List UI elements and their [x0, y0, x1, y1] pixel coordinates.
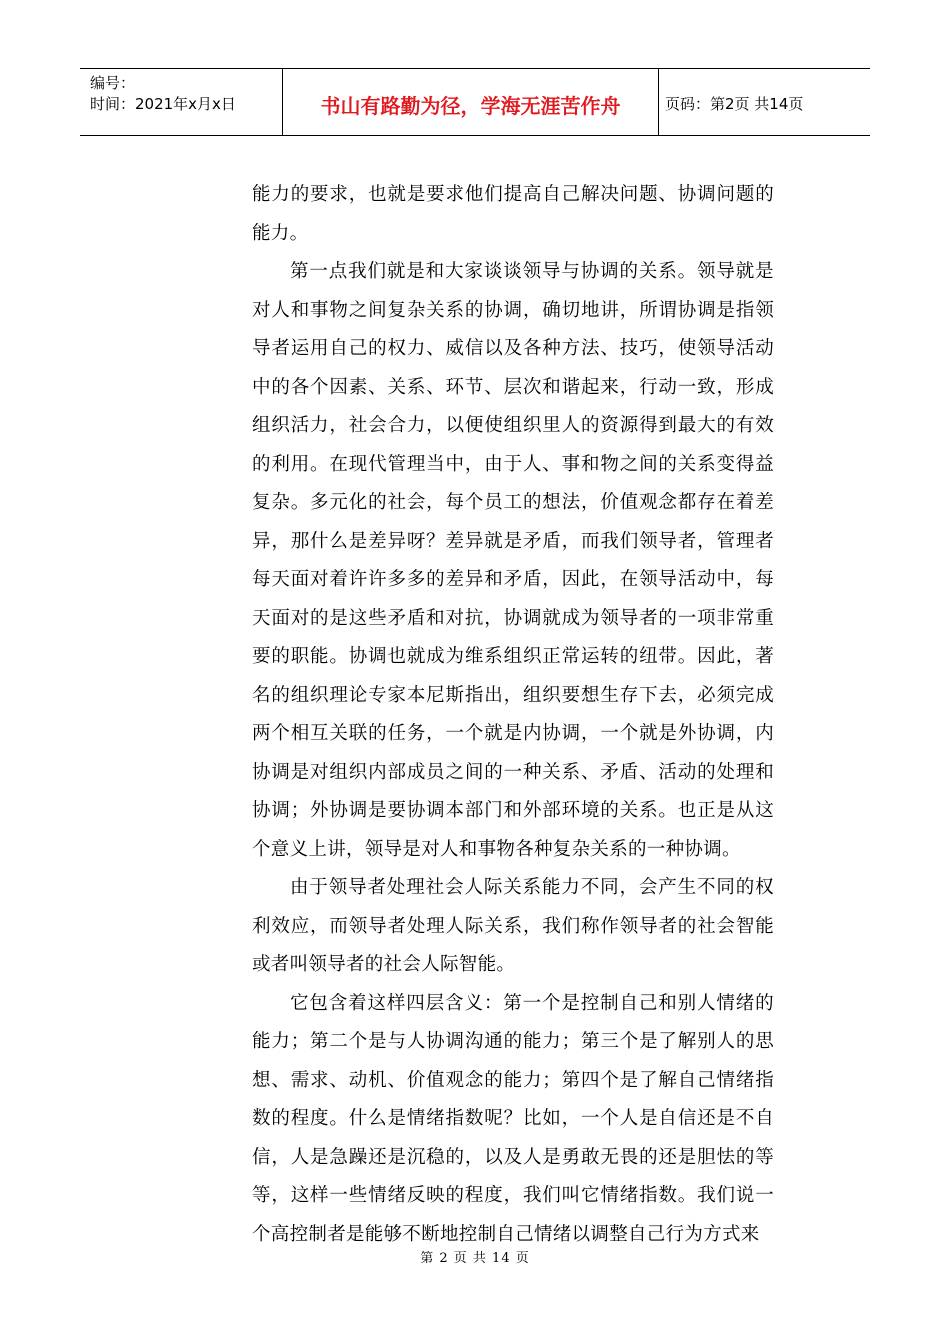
document-time-label: 时间：2021年x月x日	[90, 95, 236, 113]
header-meta-cell	[80, 69, 283, 135]
paragraph-social-intelligence: 由于领导者处理社会人际关系能力不同，会产生不同的权利效应，而领导者处理人际关系，我们称作领导者的社会智能或者叫领导者的社会人际智能。	[252, 877, 774, 975]
document-body	[252, 176, 774, 1254]
paragraph-leadership-coordination: 第一点我们就是和大家谈谈领导与协调的关系。领导就是对人和事物之间复杂关系的协调，确切地讲，所谓协调是指领导者运用自己的权力、威信以及各种方法、技巧，使领导活动中的各个因素、关系、环节、层次和谐起来，行动一致，形成组织活力，社会合力，以便使组织里人的资源得到最大的有效的利用。在现代管理当中，由于人、事和物之间的关系变得益复杂。多元化的社会，每个员工的想法，价值观念都存在着差异，那什么是差异呀？差异就是矛盾，而我们领导者，管理者每天面对着许许多多的差异和矛盾，因此，在领导活动中，每天面对的是这些矛盾和对抗，协调就成为领导者的一项非常重要的职能。协调也就成为维系组织正常运转的纽带。因此，著名的组织理论专家本尼斯指出，组织要想生存下去，必须完成两个相互关联的任务，一个就是内协调，一个就是外协调，内协调是对组织内部成员之间的一种关系、矛盾、活动的处理和协调；外协调是要协调本部门和外部环境的关系。也正是从这个意义上讲，领导是对人和事物各种复杂关系的一种协调。	[252, 261, 774, 860]
paragraph-continuation: 能力的要求，也就是要求他们提高自己解决问题、协调问题的能力。	[252, 184, 774, 244]
document-number-label: 编号：	[90, 74, 136, 92]
header-page-info: 页码：第2页 共14页	[665, 94, 804, 113]
header-motto: 书山有路勤为径，学海无涯苦作舟	[283, 69, 659, 135]
page-footer: 第 2 页 共 14 页	[420, 1251, 530, 1266]
page-header	[80, 68, 870, 136]
paragraph-four-meanings: 它包含着这样四层含义：第一个是控制自己和别人情绪的能力；第二个是与人协调沟通的能力；第三个是了解别人的思想、需求、动机、价值观念的能力；第四个是了解自己情绪指数的程度。什么是情绪指数呢？比如，一个人是自信还是不自信，人是急躁还是沉稳的，以及人是勇敢无畏的还是胆怯的等等，这样一些情绪反映的程度，我们叫它情绪指数。我们说一个高控制者是能够不断地控制自己情绪以调整自己行为方式来	[252, 992, 774, 1245]
